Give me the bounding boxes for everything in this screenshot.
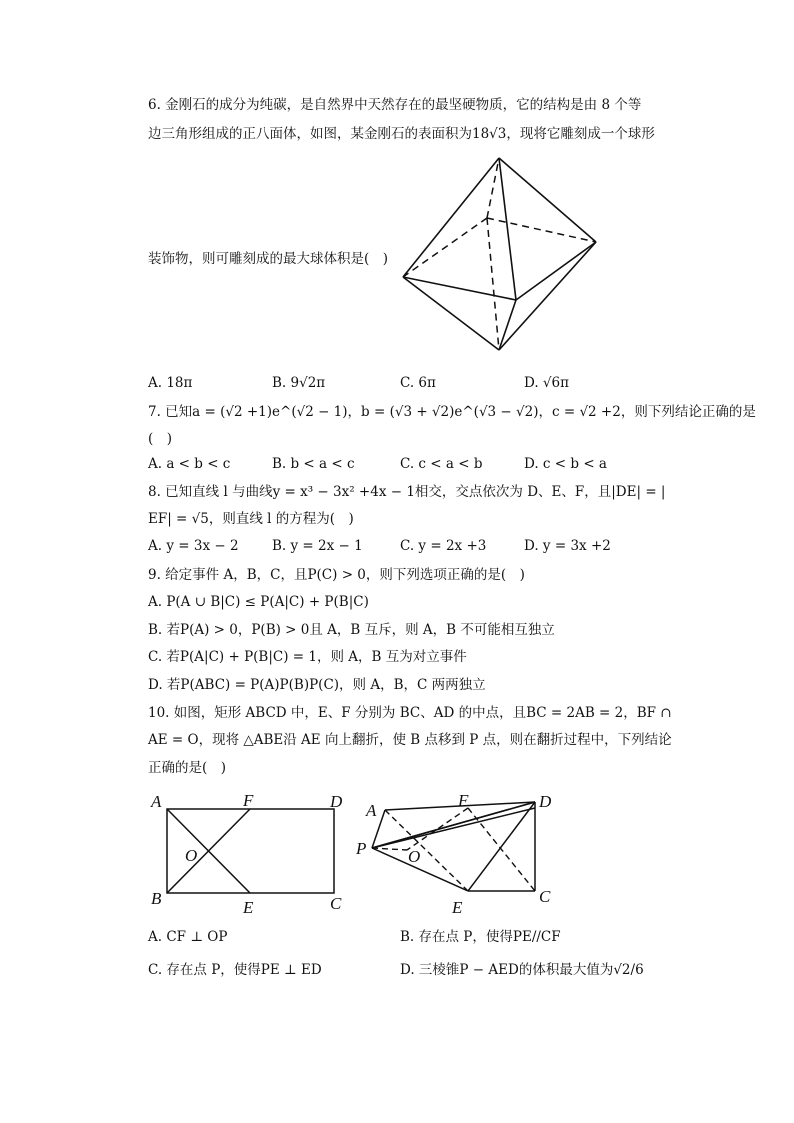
- q10-option-c: C. 存在点 P，使得PE ⊥ ED: [148, 962, 322, 978]
- q10-option-d: D. 三棱锥P − AED的体积最大值为√2/6: [400, 962, 644, 978]
- q9-option-b: B. 若P(A) > 0，P(B) > 0且 A，B 互斥，则 A，B 不可能相互独立: [148, 622, 555, 638]
- q7-option-b: B. b < a < c: [272, 456, 355, 472]
- fig2-label-d: D: [539, 792, 552, 811]
- q6-option-c: C. 6π: [400, 375, 436, 391]
- fig1-label-f: F: [243, 791, 254, 810]
- q8-option-d: D. y = 3x +2: [524, 538, 611, 554]
- fig1-label-d: D: [330, 792, 343, 811]
- q8-line2: EF| = √5，则直线 l 的方程为( ): [148, 511, 354, 527]
- octahedron-figure: [395, 152, 605, 357]
- q6-line2: 边三角形组成的正八面体，如图，某金刚石的表面积为18√3，现将它雕刻成一个球形: [148, 126, 655, 142]
- q6-option-b: B. 9√2π: [272, 375, 326, 391]
- q8-line1: 8. 已知直线 l 与曲线y = x³ − 3x² +4x − 1相交，交点依次为 D、E、F，且|DE| = |: [148, 484, 666, 500]
- q8-option-c: C. y = 2x +3: [400, 538, 487, 554]
- fig2-label-f: F: [458, 791, 469, 810]
- q6-option-d: D. √6π: [524, 375, 569, 391]
- q7-option-a: A. a < b < c: [148, 456, 231, 472]
- fig1-label-a: A: [151, 792, 162, 811]
- fig1-label-b: B: [151, 889, 162, 908]
- q10-line3: 正确的是( ): [148, 760, 227, 776]
- q9-option-a: A. P(A ∪ B|C) ≤ P(A|C) + P(B|C): [148, 594, 369, 610]
- fig2-label-a: A: [366, 801, 377, 820]
- q6-option-a: A. 18π: [148, 375, 193, 391]
- fig1-label-o: O: [185, 846, 198, 865]
- fig2-label-o: O: [408, 847, 421, 866]
- q7-option-d: D. c < b < a: [524, 456, 607, 472]
- rectangle-figure: [145, 788, 355, 918]
- q9-option-d: D. 若P(ABC) = P(A)P(B)P(C)，则 A，B，C 两两独立: [148, 677, 486, 693]
- q10-line1: 10. 如图，矩形 ABCD 中，E、F 分别为 BC、AD 的中点，且BC = 2AB = 2，BF ∩: [148, 705, 672, 721]
- q9-option-c: C. 若P(A|C) + P(B|C) = 1，则 A，B 互为对立事件: [148, 649, 467, 665]
- q10-line2: AE = O，现将 △ABE沿 AE 向上翻折，使 B 点移到 P 点，则在翻折过程中，下列结论: [148, 732, 672, 748]
- q9-line1: 9. 给定事件 A，B，C，且P(C) > 0，则下列选项正确的是( ): [148, 567, 525, 583]
- q6-line1: 6. 金刚石的成分为纯碳，是自然界中天然存在的最坚硬物质，它的结构是由 8 个等: [148, 97, 642, 113]
- q7-line2: ( ): [148, 431, 173, 447]
- folded-figure: [352, 788, 562, 918]
- fig2-label-e: E: [452, 898, 463, 917]
- q10-option-b: B. 存在点 P，使得PE//CF: [400, 929, 561, 945]
- q8-option-b: B. y = 2x − 1: [272, 538, 363, 554]
- q8-option-a: A. y = 3x − 2: [148, 538, 239, 554]
- q7-option-c: C. c < a < b: [400, 456, 483, 472]
- fig2-label-p: P: [356, 839, 367, 858]
- q7-line1: 7. 已知a = (√2 +1)e^(√2 − 1)，b = (√3 + √2)e^(√3 − √2)，c = √2 +2，则下列结论正确的是: [148, 404, 756, 420]
- q6-line3: 装饰物，则可雕刻成的最大球体积是( ): [148, 251, 389, 267]
- fig2-label-c: C: [539, 887, 551, 906]
- fig1-label-c: C: [330, 894, 342, 913]
- fig1-label-e: E: [243, 898, 254, 917]
- q10-option-a: A. CF ⊥ OP: [148, 929, 228, 945]
